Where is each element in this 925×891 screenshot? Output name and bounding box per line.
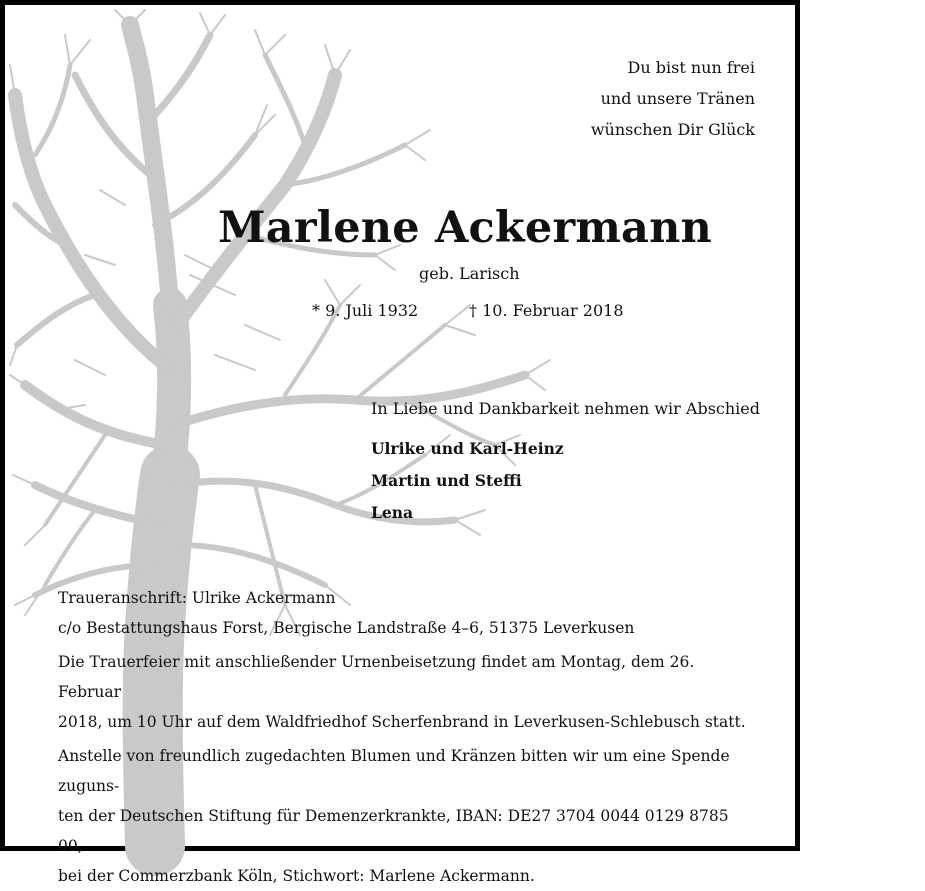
motto-line: wünschen Dir Glück xyxy=(590,120,755,139)
donation-line: Anstelle von freundlich zugedachten Blumen und Kränzen bitten wir um eine Spende zuguns- xyxy=(58,747,730,795)
notice-details xyxy=(58,583,758,891)
farewell-line: In Liebe und Dankbarkeit nehmen wir Abschied xyxy=(371,399,761,418)
birth-date: * 9. Juli 1932 xyxy=(312,301,419,320)
donation-line: ten der Deutschen Stiftung für Demenzerkrankte, IBAN: DE27 3704 0044 0129 8785 00, xyxy=(58,807,729,855)
donation-line: bei der Commerzbank Köln, Stichwort: Marlene Ackermann. xyxy=(58,867,535,885)
mourners-list xyxy=(371,433,564,529)
motto-line: Du bist nun frei xyxy=(627,58,755,77)
motto-line: und unsere Tränen xyxy=(600,89,755,108)
ceremony-line: 2018, um 10 Uhr auf dem Waldfriedhof Scherfenbrand in Leverkusen-Schlebusch statt. xyxy=(58,713,746,731)
deceased-name: Marlene Ackermann xyxy=(217,203,713,253)
mourner-name: Ulrike und Karl-Heinz xyxy=(371,439,564,458)
birth-name: geb. Larisch xyxy=(419,264,520,283)
mourning-address-line: Traueranschrift: Ulrike Ackermann xyxy=(58,589,336,607)
death-date: † 10. Februar 2018 xyxy=(469,301,624,320)
motto-verse xyxy=(591,52,755,145)
ceremony-line: Die Trauerfeier mit anschließender Urnenbeisetzung findet am Montag, dem 26. Februar xyxy=(58,653,695,701)
mourner-name: Martin und Steffi xyxy=(371,471,522,490)
mourner-name: Lena xyxy=(371,503,414,522)
mourning-address-line: c/o Bestattungshaus Forst, Bergische Landstraße 4–6, 51375 Leverkusen xyxy=(58,619,635,637)
